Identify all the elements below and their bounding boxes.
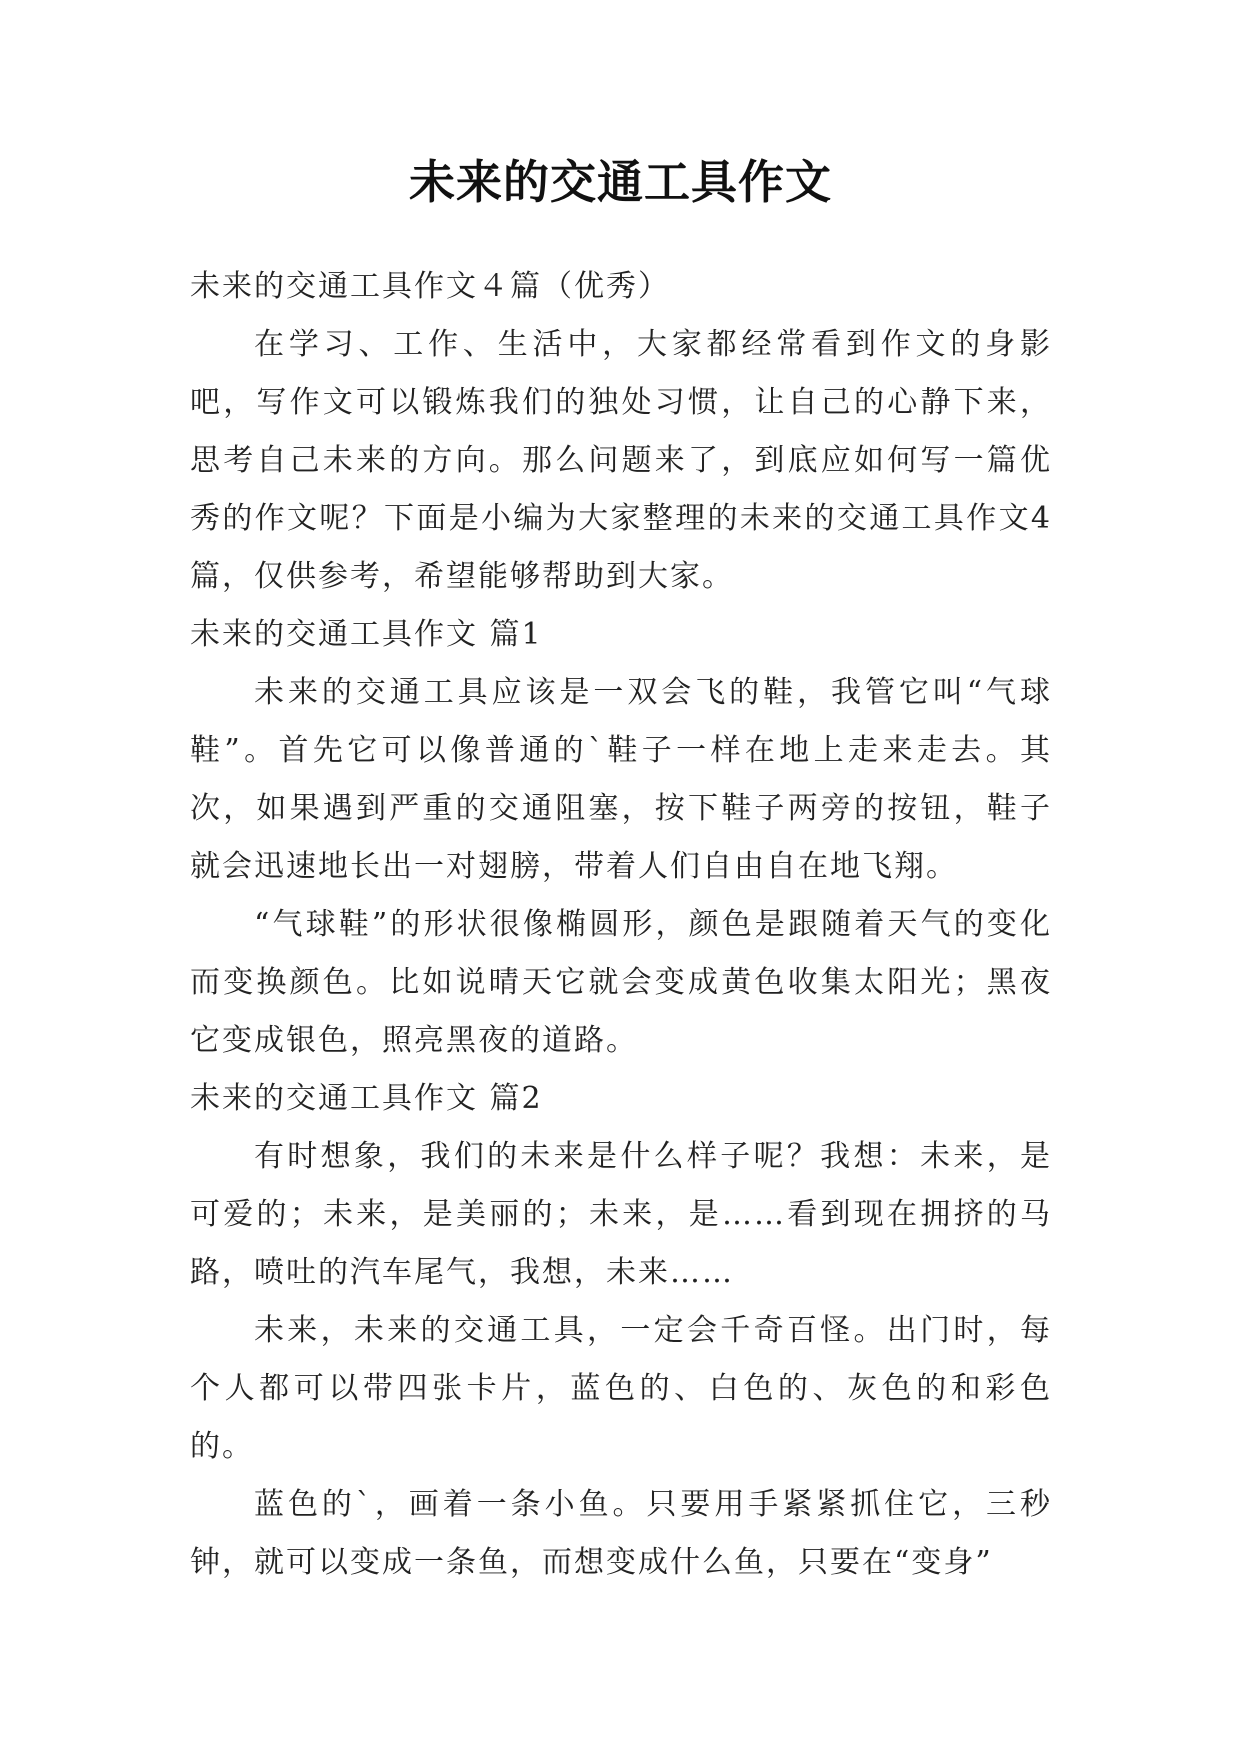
document-body xyxy=(190,258,1052,1592)
section1-paragraph: “气球鞋”的形状很像椭圆形，颜色是跟随着天气的变化而变换颜色。比如说晴天它就会变成黄色收集太阳光；黑夜它变成银色，照亮黑夜的道路。 xyxy=(190,907,1052,1058)
section1-paragraph: 未来的交通工具应该是一双会飞的鞋，我管它叫“气球鞋”。首先它可以像普通的`鞋子一样在地上走来走去。其次，如果遇到严重的交通阻塞，按下鞋子两旁的按钮，鞋子就会迅速地长出一对翅膀，带着人们自由自在地飞翔。 xyxy=(190,675,1052,884)
document-title: 未来的交通工具作文 xyxy=(409,155,832,209)
section1-heading: 未来的交通工具作文 篇1 xyxy=(190,617,543,652)
section2-paragraph: 未来，未来的交通工具，一定会千奇百怪。出门时，每个人都可以带四张卡片，蓝色的、白色的、灰色的和彩色的。 xyxy=(190,1313,1052,1464)
document-subtitle: 未来的交通工具作文４篇（优秀） xyxy=(190,269,670,304)
section2-heading: 未来的交通工具作文 篇2 xyxy=(190,1081,543,1116)
section2-paragraph: 有时想象，我们的未来是什么样子呢？我想：未来，是可爱的；未来，是美丽的；未来，是……看到现在拥挤的马路，喷吐的汽车尾气，我想，未来…… xyxy=(190,1139,1052,1290)
section2-paragraph: 蓝色的`，画着一条小鱼。只要用手紧紧抓住它，三秒钟，就可以变成一条鱼，而想变成什么鱼，只要在“变身” xyxy=(190,1487,1052,1580)
intro-paragraph: 在学习、工作、生活中，大家都经常看到作文的身影吧，写作文可以锻炼我们的独处习惯，让自己的心静下来，思考自己未来的方向。那么问题来了，到底应如何写一篇优秀的作文呢？下面是小编为大家整理的未来的交通工具作文4篇，仅供参考，希望能够帮助到大家。 xyxy=(190,327,1052,594)
